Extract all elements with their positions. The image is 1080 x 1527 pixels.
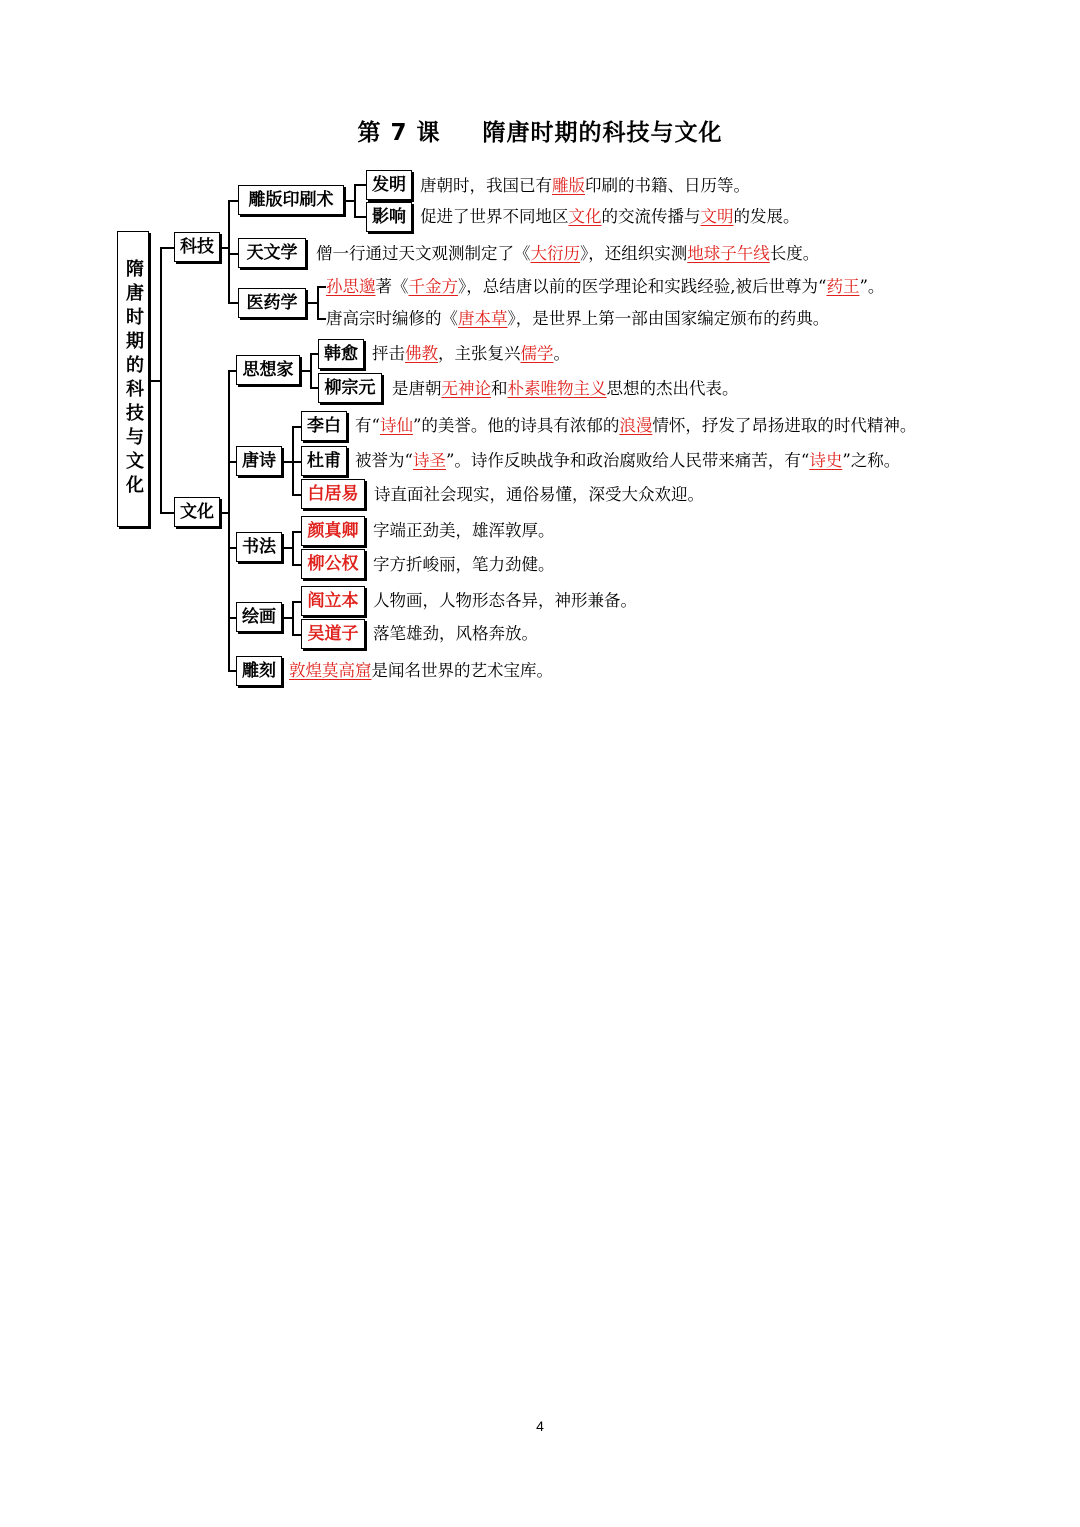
root-topic-box: 隋唐时期的科技与文化 [117, 231, 149, 527]
node-libai: 李白 [301, 411, 347, 441]
node-wudaozi: 吴道子 [301, 619, 365, 649]
yanzhenqing-text: 字端正劲美，雄浑敦厚。 [373, 521, 555, 540]
yiyao-line1: 孙思邈著《千金方》，总结唐以前的医学理论和实践经验,被后世尊为“药王”。 [326, 277, 885, 296]
page-title [0, 114, 1080, 147]
node-yanzhenqing: 颜真卿 [301, 516, 365, 546]
lesson-topic: 隋唐时期的科技与文化 [482, 120, 723, 146]
node-shufa: 书法 [236, 532, 282, 562]
node-tianwen: 天文学 [238, 238, 306, 268]
node-yingxiang: 影响 [366, 202, 412, 232]
node-diaoban: 雕版印刷术 [238, 185, 344, 215]
wudaozi-text: 落笔雄劲，风格奔放。 [373, 624, 538, 643]
node-yanliben: 阎立本 [301, 586, 365, 616]
node-hanyu: 韩愈 [318, 339, 364, 369]
node-huihua: 绘画 [236, 602, 282, 632]
yiyao-line2: 唐高宗时编修的《唐本草》，是世界上第一部由国家编定颁布的药典。 [326, 309, 830, 328]
node-diaoke: 雕刻 [236, 656, 282, 686]
node-liugongquan: 柳公权 [301, 549, 365, 579]
node-tangshi: 唐诗 [236, 446, 282, 476]
branch-wenhua: 文化 [174, 497, 220, 527]
node-faming: 发明 [366, 170, 412, 200]
dufu-text: 被誉为“诗圣”。诗作反映战争和政治腐败给人民带来痛苦，有“诗史”之称。 [355, 451, 901, 470]
lesson-number: 第 7 课 [357, 120, 441, 146]
baijuyi-text: 诗直面社会现实，通俗易懂，深受大众欢迎。 [374, 485, 704, 504]
node-sixiangjia: 思想家 [236, 355, 300, 385]
page-number: 4 [536, 1418, 544, 1434]
node-baijuyi: 白居易 [301, 479, 365, 509]
yanliben-text: 人物画，人物形态各异，神形兼备。 [373, 591, 637, 610]
diaoke-text: 敦煌莫高窟是闻名世界的艺术宝库。 [289, 661, 553, 680]
tianwen-text: 僧一行通过天文观测制定了《大衍历》，还组织实测地球子午线长度。 [316, 244, 820, 263]
liuzongyuan-text: 是唐朝无神论和朴素唯物主义思想的杰出代表。 [392, 379, 739, 398]
node-liuzongyuan: 柳宗元 [318, 373, 382, 403]
libai-text: 有“诗仙”的美誉。他的诗具有浓郁的浪漫情怀，抒发了昂扬进取的时代精神。 [355, 416, 917, 435]
branch-keji: 科技 [174, 232, 220, 262]
node-yiyao: 医药学 [238, 288, 306, 318]
liugongquan-text: 字方折峻丽，笔力劲健。 [373, 555, 555, 574]
hanyu-text: 抨击佛教，主张复兴儒学。 [372, 344, 570, 363]
node-dufu: 杜甫 [301, 446, 347, 476]
faming-text: 唐朝时，我国已有雕版印刷的书籍、日历等。 [420, 176, 750, 195]
yingxiang-text: 促进了世界不同地区文化的交流传播与文明的发展。 [420, 207, 800, 226]
